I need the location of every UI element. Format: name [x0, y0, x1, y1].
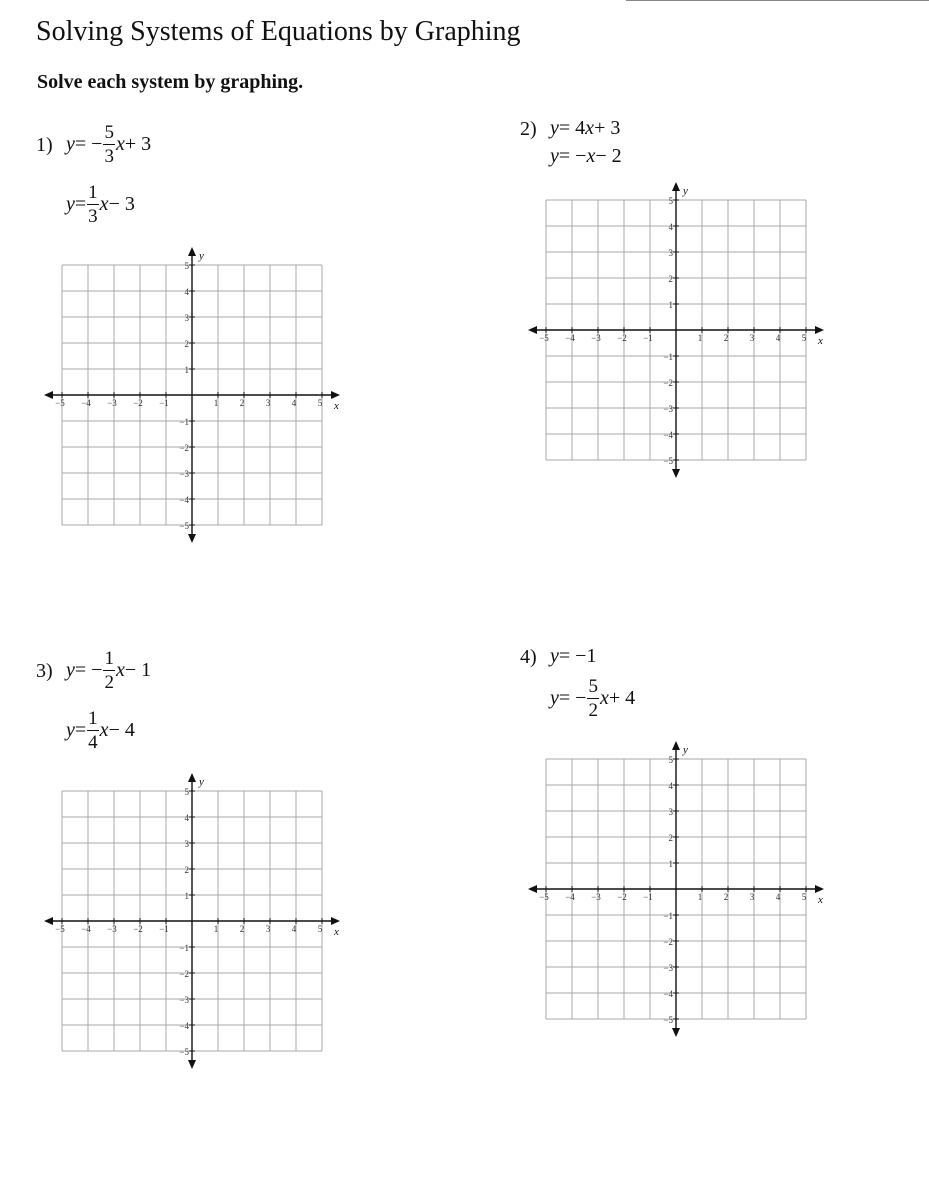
x-tick-label: 4 — [291, 924, 297, 934]
y-tick-label: −2 — [179, 969, 189, 979]
eq-rest: + 3 — [594, 116, 621, 139]
problem-number: 4) — [520, 646, 537, 668]
eq-lhs: y — [550, 116, 559, 139]
y-tick-label: 5 — [668, 755, 673, 765]
y-tick-label: 3 — [184, 839, 189, 849]
fraction — [87, 709, 99, 752]
eq-sign: = 4 — [558, 116, 586, 139]
x-axis-arrow-left — [528, 326, 537, 334]
eq-sign: = — [74, 718, 87, 741]
x-tick-label: 4 — [775, 333, 781, 343]
eq-rest: − 2 — [595, 144, 622, 167]
y-axis-label: y — [199, 250, 204, 262]
numerator: 1 — [88, 707, 98, 729]
eq-lhs: y — [550, 686, 559, 709]
y-tick-label: −2 — [179, 443, 189, 453]
y-tick-label: −5 — [179, 521, 189, 531]
grid-svg — [539, 744, 823, 1025]
coordinate-grid[interactable] — [539, 185, 823, 466]
fraction — [87, 183, 99, 226]
y-axis-arrow-down — [672, 469, 680, 478]
denominator: 3 — [88, 205, 98, 227]
eq-rest: + 4 — [608, 686, 636, 709]
x-tick-label: 3 — [265, 398, 271, 408]
equation-2 — [66, 700, 135, 760]
fraction — [103, 123, 115, 166]
y-tick-label: −3 — [179, 995, 189, 1005]
y-tick-label: 2 — [668, 833, 673, 843]
x-tick-label: 5 — [801, 892, 807, 902]
eq-lhs: y — [550, 144, 559, 167]
instructions: Solve each system by graphing. — [37, 71, 304, 93]
y-tick-label: −4 — [663, 430, 673, 440]
y-axis-label: y — [683, 744, 688, 756]
eq-var: x — [99, 718, 109, 741]
eq-lhs: y — [66, 192, 75, 215]
y-axis-label: y — [683, 185, 688, 197]
eq-rest: − 3 — [108, 192, 135, 215]
x-tick-label: 4 — [291, 398, 297, 408]
y-axis-arrow-up — [672, 741, 680, 750]
eq-var: x — [585, 116, 595, 139]
denominator: 2 — [588, 699, 598, 721]
eq-rest: + 3 — [124, 132, 152, 155]
y-tick-label: 5 — [184, 261, 189, 271]
eq-sign: = − — [558, 144, 587, 167]
denominator: 3 — [104, 145, 114, 167]
x-axis-arrow-right — [331, 917, 340, 925]
y-tick-label: −2 — [663, 378, 673, 388]
y-tick-label: 3 — [184, 313, 189, 323]
page-title: Solving Systems of Equations by Graphing — [36, 16, 521, 47]
x-tick-label: −4 — [81, 924, 91, 934]
x-tick-label: 2 — [723, 333, 729, 343]
equation-2 — [550, 126, 622, 186]
problem-number: 2) — [520, 118, 537, 140]
x-tick-label: −4 — [81, 398, 91, 408]
top-rule — [626, 0, 929, 1]
x-tick-label: −3 — [591, 892, 601, 902]
x-axis-label: x — [334, 400, 339, 412]
y-axis-arrow-up — [188, 247, 196, 256]
eq-lhs: y — [66, 718, 75, 741]
eq-var: x — [99, 192, 109, 215]
x-axis-label: x — [818, 335, 823, 347]
eq-sign: = − — [74, 132, 103, 155]
x-axis-arrow-left — [528, 885, 537, 893]
y-axis-arrow-up — [188, 773, 196, 782]
equation-1 — [66, 640, 151, 700]
y-tick-label: 3 — [668, 807, 673, 817]
x-tick-label: 5 — [317, 924, 323, 934]
y-tick-label: 1 — [668, 859, 673, 869]
denominator: 2 — [104, 671, 114, 693]
y-tick-label: 3 — [668, 248, 673, 258]
y-tick-label: −3 — [663, 404, 673, 414]
numerator: 1 — [88, 181, 98, 203]
x-tick-label: −1 — [643, 892, 653, 902]
y-tick-label: −1 — [663, 911, 673, 921]
eq-sign: = − — [558, 686, 587, 709]
y-tick-label: 1 — [184, 365, 189, 375]
eq-var: x — [115, 132, 125, 155]
y-tick-label: 1 — [668, 300, 673, 310]
x-tick-label: 3 — [749, 892, 755, 902]
y-axis-arrow-up — [672, 182, 680, 191]
x-tick-label: −3 — [591, 333, 601, 343]
y-tick-label: 5 — [668, 196, 673, 206]
x-tick-label: −2 — [617, 892, 627, 902]
numerator: 5 — [104, 121, 114, 143]
y-tick-label: −1 — [179, 943, 189, 953]
x-tick-label: 1 — [213, 398, 219, 408]
x-tick-label: 3 — [265, 924, 271, 934]
eq-var: x — [115, 658, 125, 681]
eq-sign: = −1 — [558, 644, 597, 667]
x-tick-label: −1 — [643, 333, 653, 343]
y-tick-label: 2 — [668, 274, 673, 284]
x-tick-label: 1 — [213, 924, 219, 934]
y-axis-arrow-down — [188, 1060, 196, 1069]
eq-var: x — [599, 686, 609, 709]
x-tick-label: −5 — [55, 924, 65, 934]
eq-lhs: y — [66, 658, 75, 681]
y-tick-label: 4 — [184, 287, 189, 297]
y-tick-label: −4 — [179, 495, 189, 505]
equation-1 — [66, 114, 151, 174]
x-tick-label: −4 — [565, 892, 575, 902]
y-tick-label: −4 — [663, 989, 673, 999]
eq-lhs: y — [66, 132, 75, 155]
x-tick-label: −3 — [107, 924, 117, 934]
y-tick-label: −5 — [663, 1015, 673, 1025]
y-tick-label: −4 — [179, 1021, 189, 1031]
equation-2 — [550, 668, 635, 728]
y-tick-label: 5 — [184, 787, 189, 797]
x-tick-label: −2 — [133, 398, 143, 408]
x-axis-arrow-left — [44, 917, 53, 925]
grid-svg — [55, 250, 339, 531]
y-tick-label: 4 — [668, 222, 673, 232]
grid-svg — [539, 185, 823, 466]
x-tick-label: 5 — [317, 398, 323, 408]
problem-number: 1) — [36, 134, 53, 156]
y-tick-label: 4 — [184, 813, 189, 823]
eq-rest: − 1 — [124, 658, 152, 681]
y-tick-label: 4 — [668, 781, 673, 791]
x-tick-label: −5 — [539, 333, 549, 343]
x-tick-label: −1 — [159, 924, 169, 934]
x-tick-label: −2 — [617, 333, 627, 343]
y-tick-label: −1 — [663, 352, 673, 362]
coordinate-grid[interactable] — [55, 776, 339, 1057]
x-tick-label: 4 — [775, 892, 781, 902]
x-tick-label: 1 — [697, 333, 703, 343]
equation-2 — [66, 174, 135, 234]
numerator: 5 — [588, 675, 598, 697]
x-axis-arrow-right — [331, 391, 340, 399]
eq-lhs: y — [550, 644, 559, 667]
x-tick-label: 1 — [697, 892, 703, 902]
x-tick-label: −5 — [55, 398, 65, 408]
coordinate-grid[interactable] — [539, 744, 823, 1025]
x-axis-arrow-left — [44, 391, 53, 399]
y-tick-label: −3 — [663, 963, 673, 973]
x-tick-label: −5 — [539, 892, 549, 902]
eq-var: x — [586, 144, 596, 167]
x-tick-label: 2 — [239, 924, 245, 934]
y-axis-arrow-down — [188, 534, 196, 543]
y-tick-label: −5 — [179, 1047, 189, 1057]
denominator: 4 — [88, 731, 98, 753]
y-tick-label: −3 — [179, 469, 189, 479]
x-axis-arrow-right — [815, 885, 824, 893]
fraction — [103, 649, 115, 692]
x-tick-label: −3 — [107, 398, 117, 408]
eq-sign: = − — [74, 658, 103, 681]
x-tick-label: −1 — [159, 398, 169, 408]
x-tick-label: 5 — [801, 333, 807, 343]
x-axis-label: x — [818, 894, 823, 906]
x-tick-label: −4 — [565, 333, 575, 343]
y-tick-label: −2 — [663, 937, 673, 947]
x-tick-label: 2 — [723, 892, 729, 902]
x-tick-label: −2 — [133, 924, 143, 934]
y-tick-label: −5 — [663, 456, 673, 466]
y-axis-arrow-down — [672, 1028, 680, 1037]
numerator: 1 — [104, 647, 114, 669]
y-tick-label: 2 — [184, 339, 189, 349]
eq-rest: − 4 — [108, 718, 135, 741]
y-tick-label: 1 — [184, 891, 189, 901]
y-tick-label: −1 — [179, 417, 189, 427]
coordinate-grid[interactable] — [55, 250, 339, 531]
grid-svg — [55, 776, 339, 1057]
x-tick-label: 2 — [239, 398, 245, 408]
fraction — [587, 677, 599, 720]
x-tick-label: 3 — [749, 333, 755, 343]
x-axis-label: x — [334, 926, 339, 938]
x-axis-arrow-right — [815, 326, 824, 334]
y-axis-label: y — [199, 776, 204, 788]
problem-number: 3) — [36, 660, 53, 682]
y-tick-label: 2 — [184, 865, 189, 875]
eq-sign: = — [74, 192, 87, 215]
